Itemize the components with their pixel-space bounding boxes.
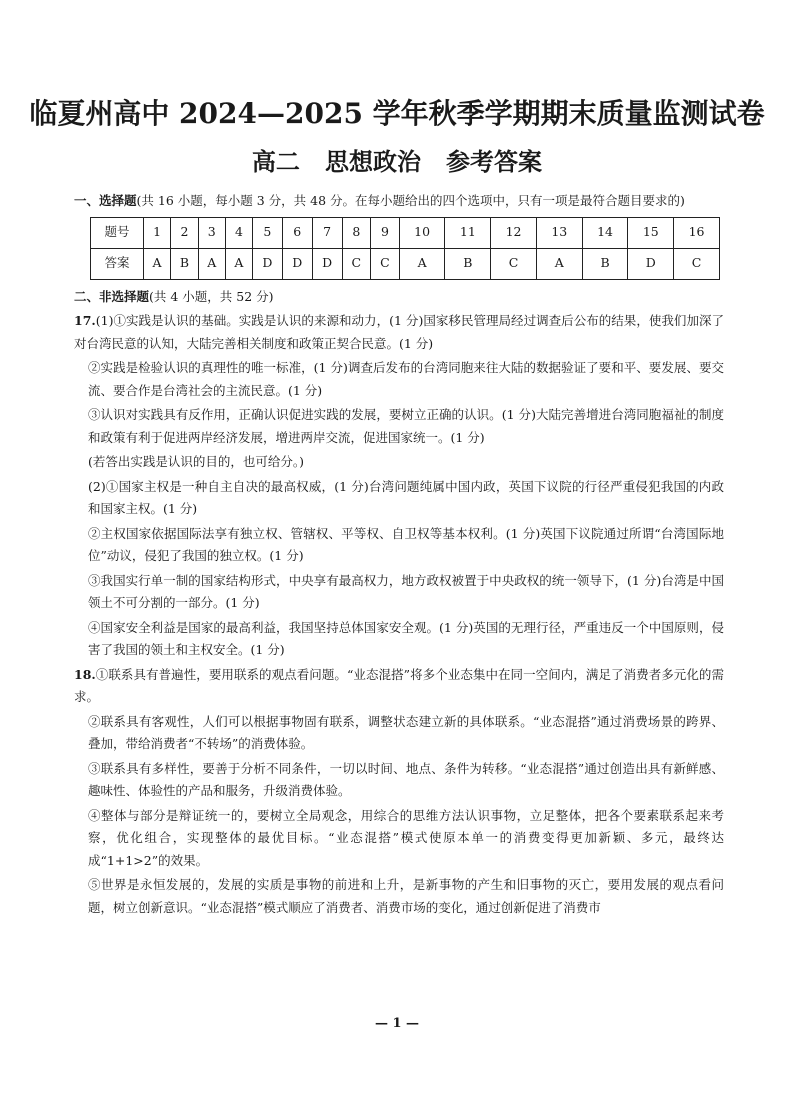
question-number: 3 xyxy=(198,217,225,248)
q17-part2-point2: ②主权国家依据国际法享有独立权、管辖权、平等权、自卫权等基本权利。(1 分)英国下议院通过所谓“台湾国际地位”动议，侵犯了我国的独立权。(1 分) xyxy=(88,525,724,563)
answer-cell: D xyxy=(312,248,342,279)
answer-table xyxy=(90,217,720,280)
question-number: 12 xyxy=(491,217,537,248)
question-number: 5 xyxy=(252,217,282,248)
question-number: 14 xyxy=(582,217,628,248)
answer-cell: D xyxy=(628,248,674,279)
question-17-number: 17. xyxy=(74,313,96,328)
answer-cell: A xyxy=(198,248,225,279)
answer-table-number-row xyxy=(91,217,720,248)
answer-cell: C xyxy=(342,248,371,279)
question-18-number: 18. xyxy=(74,666,96,682)
section2-desc: (共 4 小题，共 52 分) xyxy=(149,288,274,304)
answer-cell: B xyxy=(582,248,628,279)
q17-part1-note: (若答出实践是认识的目的，也可给分。) xyxy=(88,454,305,469)
page-subtitle: 高二 思想政治 参考答案 xyxy=(251,147,543,176)
question-number: 1 xyxy=(144,217,171,248)
q17-part1-point3: ③认识对实践具有反作用，正确认识促进实践的发展，要树立正确的认识。(1 分)大陆完善增进台湾同胞福祉的制度和政策有利于促进两岸经济发展，增进两岸交流，促进国家统一。(1 分) xyxy=(88,407,724,445)
q18-point3: ③联系具有多样性，要善于分析不同条件，一切以时间、地点、条件为转移。“业态混搭”通过创造出具有新鲜感、趣味性、体验性的产品和服务，升级消费体验。 xyxy=(88,760,724,798)
question-number: 13 xyxy=(536,217,582,248)
q17-part2-point3: ③我国实行单一制的国家结构形式，中央享有最高权力，地方政权被置于中央政权的统一领导下，(1 分)台湾是中国领土不可分割的一部分。(1 分) xyxy=(88,572,724,610)
answer-cell: D xyxy=(282,248,312,279)
question-number: 10 xyxy=(399,217,445,248)
answer-cell: D xyxy=(252,248,282,279)
q17-part1-point2: ②实践是检验认识的真理性的唯一标准，(1 分)调查后发布的台湾同胞来往大陆的数据验证了要和平、要发展、要交流、要合作是台湾社会的主流民意。(1 分) xyxy=(88,360,724,398)
question-number: 11 xyxy=(445,217,491,248)
question-number: 15 xyxy=(628,217,674,248)
q18-point1 xyxy=(74,664,724,709)
answer-cell: B xyxy=(171,248,199,279)
section1-title: 一、选择题 xyxy=(74,193,137,208)
answer-cell: A xyxy=(399,248,445,279)
page-title: 临夏州高中 2024—2025 学年秋季学期期末质量监测试卷 xyxy=(29,97,765,130)
document-body xyxy=(74,190,724,921)
answer-cell: C xyxy=(674,248,720,279)
section2-title: 二、非选择题 xyxy=(74,288,150,304)
section2-heading xyxy=(74,286,724,309)
section1-heading xyxy=(74,190,724,213)
answer-cell: C xyxy=(371,248,400,279)
answer-cell: A xyxy=(144,248,171,279)
q17-part2-point1: (2)①国家主权是一种自主自决的最高权威，(1 分)台湾问题纯属中国内政，英国下议院的行径严重侵犯我国的内政和国家主权。(1 分) xyxy=(88,478,724,516)
q18-point2: ②联系具有客观性，人们可以根据事物固有联系，调整状态建立新的具体联系。“业态混搭”通过消费场景的跨界、叠加，带给消费者“不转场”的消费体验。 xyxy=(88,713,724,751)
answer-cell: A xyxy=(225,248,252,279)
question-number: 9 xyxy=(371,217,400,248)
question-number: 4 xyxy=(225,217,252,248)
question-number: 6 xyxy=(282,217,312,248)
number-row-label: 题号 xyxy=(91,217,144,248)
q17-text: (1)①实践是认识的基础。实践是认识的来源和动力，(1 分)国家移民管理局经过调查后公布的结果，使我们加深了对台湾民意的认知，大陆完善相关制度和政策正契合民意。(1 分) xyxy=(74,313,724,351)
answer-row-label: 答案 xyxy=(91,248,144,279)
answer-cell: A xyxy=(536,248,582,279)
q18-text: ①联系具有普遍性，要用联系的观点看问题。“业态混搭”将多个业态集中在同一空间内，满足了消费者多元化的需求。 xyxy=(74,666,724,704)
answer-cell: C xyxy=(491,248,537,279)
section1-desc: (共 16 小题，每小题 3 分，共 48 分。在每小题给出的四个选项中，只有一项是最符合题目要求的) xyxy=(136,193,685,208)
question-number: 2 xyxy=(171,217,199,248)
question-number: 7 xyxy=(312,217,342,248)
q17-part1-point1 xyxy=(74,310,724,355)
question-number: 16 xyxy=(674,217,720,248)
answer-table-answer-row xyxy=(91,248,720,279)
answer-cell: B xyxy=(445,248,491,279)
q18-point4: ④整体与部分是辩证统一的，要树立全局观念，用综合的思维方法认识事物，立足整体，把各个要素联系起来考察，优化组合，实现整体的最优目标。“业态混搭”模式使原本单一的消费变得更加新颖、多元，最终达成“1+1>2”的效果。 xyxy=(88,807,724,868)
q18-point5: ⑤世界是永恒发展的，发展的实质是事物的前进和上升，是新事物的产生和旧事物的灭亡，要用发展的观点看问题，树立创新意识。“业态混搭”模式顺应了消费者、消费市场的变化，通过创新促进了消费市 xyxy=(88,877,724,915)
page-number: — 1 — xyxy=(374,1016,420,1031)
q17-part2-point4: ④国家安全利益是国家的最高利益，我国坚持总体国家安全观。(1 分)英国的无理行径，严重违反一个中国原则，侵害了我国的领土和主权安全。(1 分) xyxy=(88,619,724,657)
question-number: 8 xyxy=(342,217,371,248)
